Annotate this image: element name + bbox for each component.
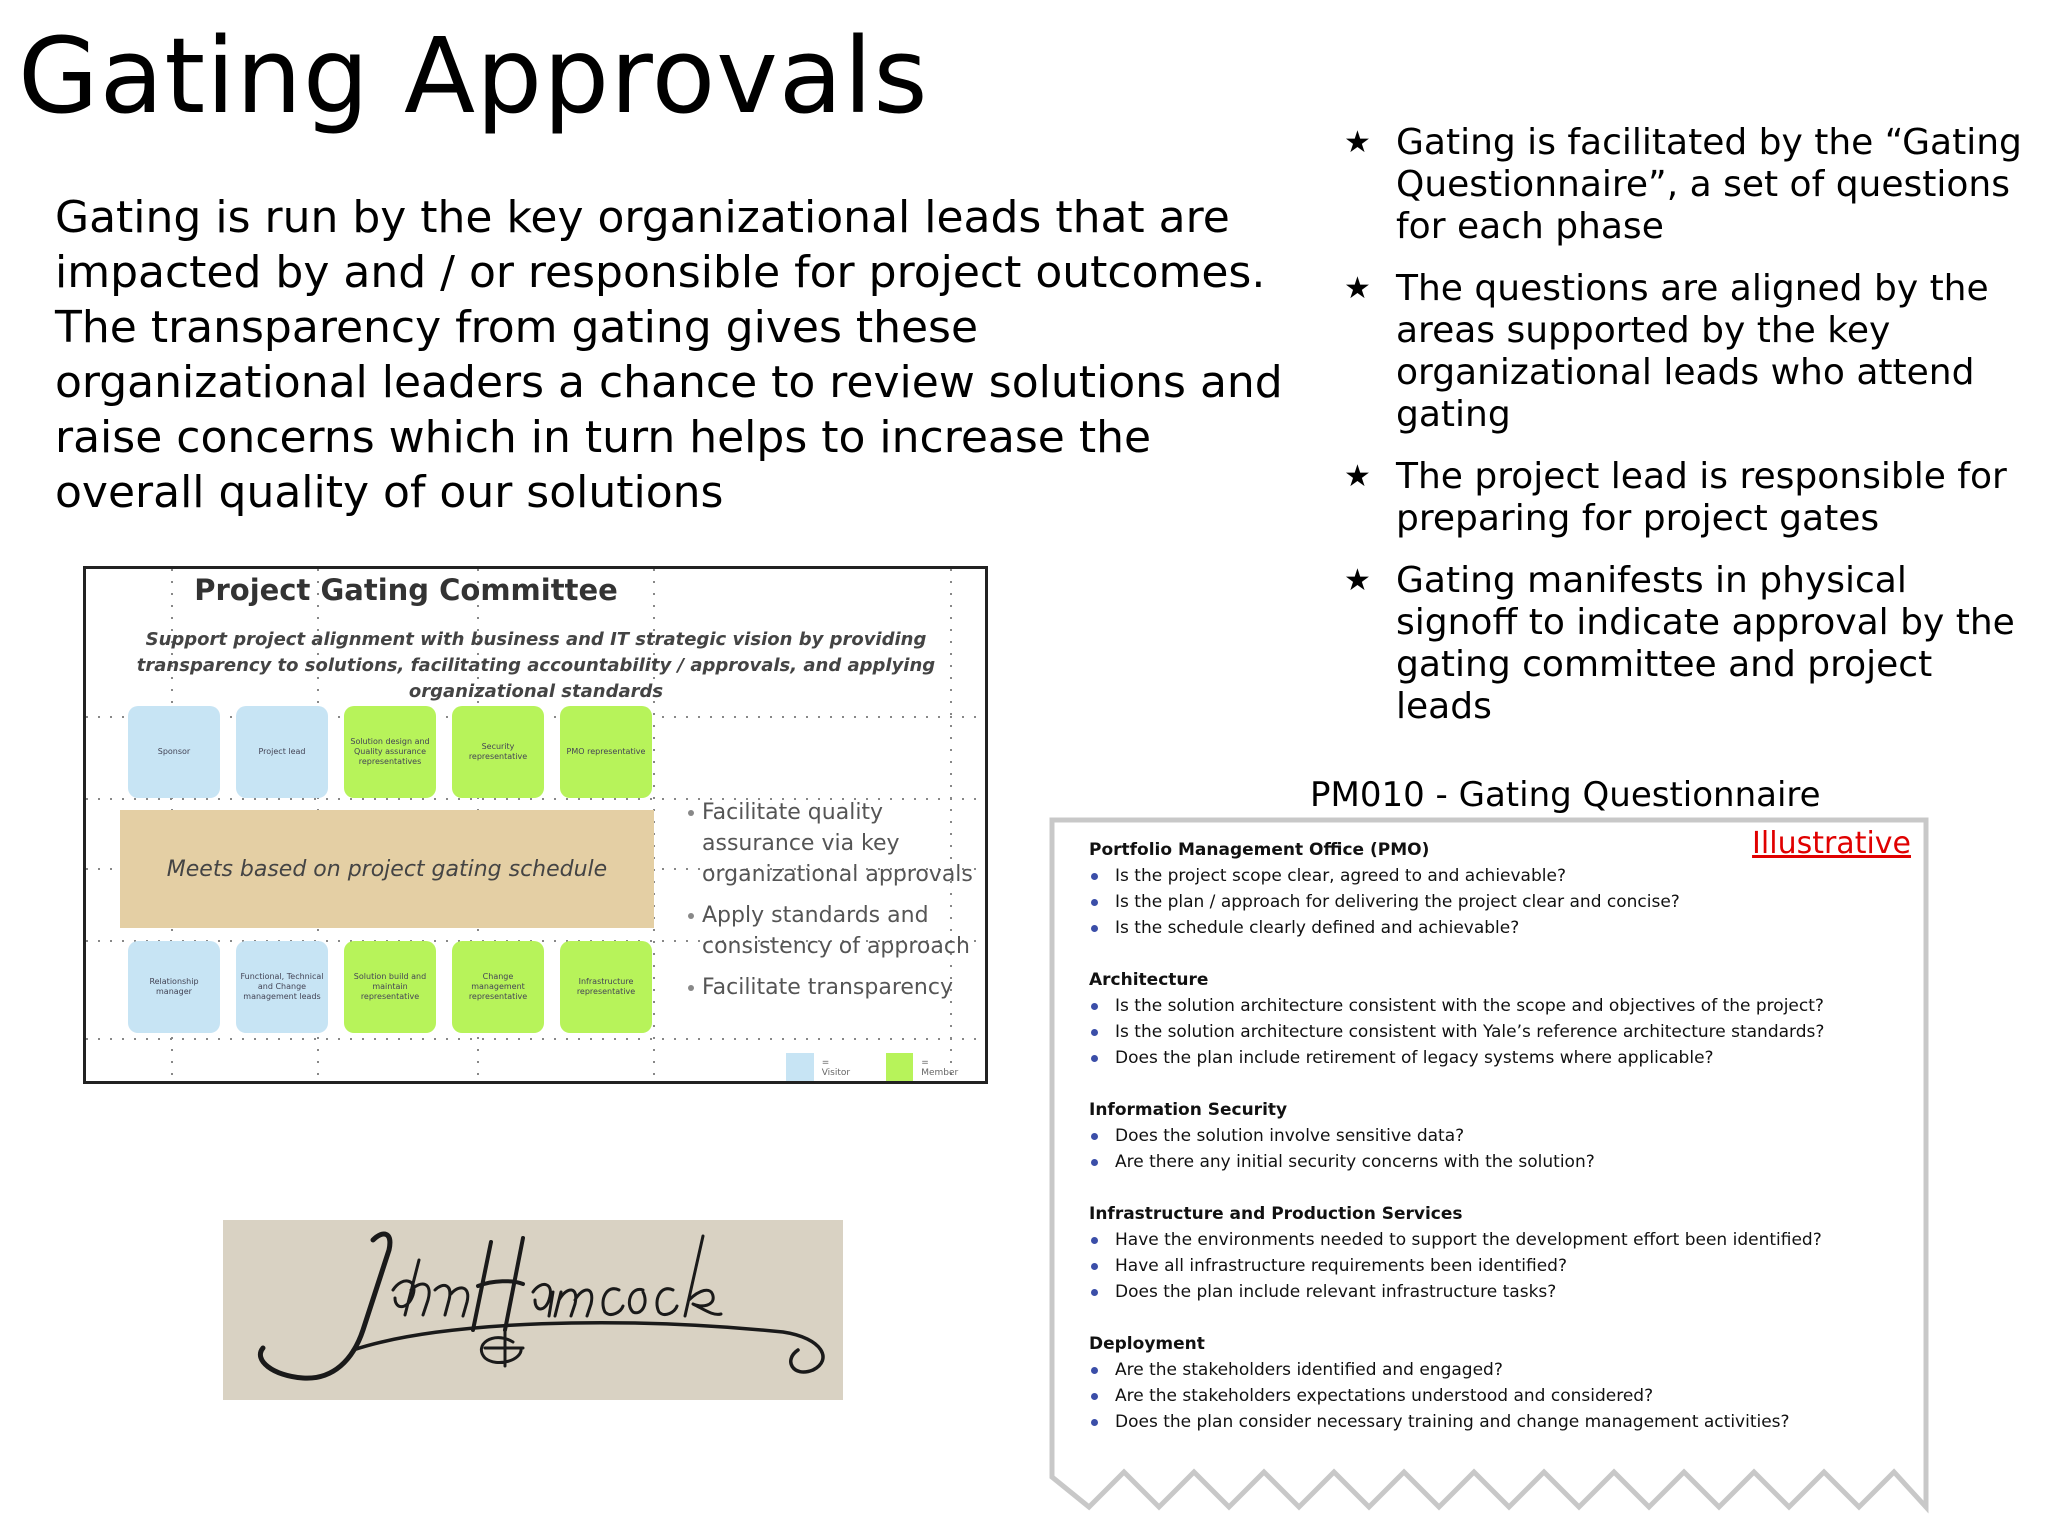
question-item: Have the environments needed to support the development effort been identified? — [1089, 1227, 1909, 1253]
role-box: Infrastructure representative — [560, 941, 652, 1033]
key-point: ★ The questions are aligned by the areas supported by the key organizational leads who attend gating — [1344, 268, 1989, 435]
illustrative-badge: Illustrative — [1752, 826, 1911, 861]
committee-purpose-item: Facilitate quality assurance via key organizational approvals — [686, 797, 976, 890]
member-legend-label: = Member — [921, 1058, 959, 1078]
question-section — [1089, 1201, 1909, 1305]
member-swatch — [886, 1053, 914, 1083]
question-item: Is the solution architecture consistent with the scope and objectives of the project? — [1089, 993, 1909, 1019]
committee-diagram — [83, 566, 988, 1084]
question-item: Is the project scope clear, agreed to and achievable? — [1089, 863, 1909, 889]
role-box: Security representative — [452, 706, 544, 798]
question-list — [1089, 1227, 1909, 1305]
question-item: Have all infrastructure requirements been identified? — [1089, 1253, 1909, 1279]
section-heading: Infrastructure and Production Services — [1089, 1204, 1463, 1224]
question-item: Are the stakeholders identified and engaged? — [1089, 1357, 1909, 1383]
signature-image — [223, 1220, 843, 1400]
star-icon: ★ — [1344, 563, 1371, 598]
committee-purpose-list — [686, 797, 976, 1013]
question-item: Is the solution architecture consistent with Yale’s reference architecture standards? — [1089, 1019, 1909, 1045]
role-box: Relationship manager — [128, 941, 220, 1033]
question-item: Are the stakeholders expectations understood and considered? — [1089, 1383, 1909, 1409]
meeting-band-text: Meets based on project gating schedule — [166, 856, 608, 882]
key-point: ★ Gating is facilitated by the “Gating Questionnaire”, a set of questions for each phase — [1344, 122, 2022, 247]
star-icon: ★ — [1344, 125, 1371, 160]
star-icon: ★ — [1344, 459, 1371, 494]
committee-purpose-item: Facilitate transparency — [686, 972, 976, 1003]
question-section — [1089, 837, 1909, 941]
role-box: Change management representative — [452, 941, 544, 1033]
committee-title: Project Gating Committee — [194, 573, 618, 607]
page-title: Gating Approvals — [18, 15, 929, 137]
question-item: Is the schedule clearly defined and achievable? — [1089, 915, 1909, 941]
intro-paragraph: Gating is run by the key organizational leads that are impacted by and / or responsible for project outcomes. The transparency from gating gives these organizational leaders a chance to review solutions and raise concerns which in turn helps to increase the overall quality of our solutions — [55, 192, 1283, 518]
section-heading: Information Security — [1089, 1100, 1288, 1120]
meeting-band — [120, 810, 654, 928]
question-item: Is the plan / approach for delivering the project clear and concise? — [1089, 889, 1909, 915]
star-icon: ★ — [1344, 271, 1371, 306]
key-points-list — [1344, 122, 2024, 748]
section-heading: Architecture — [1089, 970, 1209, 990]
committee-purpose-item: Apply standards and consistency of approach — [686, 900, 976, 962]
question-section — [1089, 1097, 1909, 1175]
question-section — [1089, 967, 1909, 1071]
questionnaire-content — [1089, 837, 1909, 1461]
questionnaire-title: PM010 - Gating Questionnaire — [1310, 775, 1821, 815]
question-item: Does the plan consider necessary training and change management activities? — [1089, 1409, 1909, 1435]
section-heading: Deployment — [1089, 1334, 1205, 1354]
committee-subtitle: Support project alignment with business and IT strategic vision by providing transparency to solutions, facilitating accountability / approvals, and applying organizational standards — [136, 629, 936, 702]
visitor-legend-label: = Visitor — [821, 1058, 851, 1078]
question-item: Does the plan include relevant infrastructure tasks? — [1089, 1279, 1909, 1305]
question-list — [1089, 993, 1909, 1071]
question-list — [1089, 1357, 1909, 1435]
role-box: Sponsor — [128, 706, 220, 798]
question-item: Does the solution involve sensitive data? — [1089, 1123, 1909, 1149]
question-item: Does the plan include retirement of legacy systems where applicable? — [1089, 1045, 1909, 1071]
question-item: Are there any initial security concerns with the solution? — [1089, 1149, 1909, 1175]
questionnaire-panel — [1049, 817, 1929, 1517]
key-point: ★ The project lead is responsible for preparing for project gates — [1344, 456, 2007, 539]
section-heading: Portfolio Management Office (PMO) — [1089, 840, 1430, 860]
role-box: PMO representative — [560, 706, 652, 798]
committee-legend — [786, 1053, 985, 1083]
visitor-swatch — [786, 1053, 814, 1083]
question-section — [1089, 1331, 1909, 1435]
question-list — [1089, 863, 1909, 941]
role-box: Functional, Technical and Change management leads — [236, 941, 328, 1033]
key-point: ★ Gating manifests in physical signoff to indicate approval by the gating committee and project leads — [1344, 560, 2015, 727]
role-box: Solution design and Quality assurance representatives — [344, 706, 436, 798]
role-box: Project lead — [236, 706, 328, 798]
role-box: Solution build and maintain representative — [344, 941, 436, 1033]
john-hancock-signature — [223, 1220, 843, 1400]
question-list — [1089, 1123, 1909, 1175]
